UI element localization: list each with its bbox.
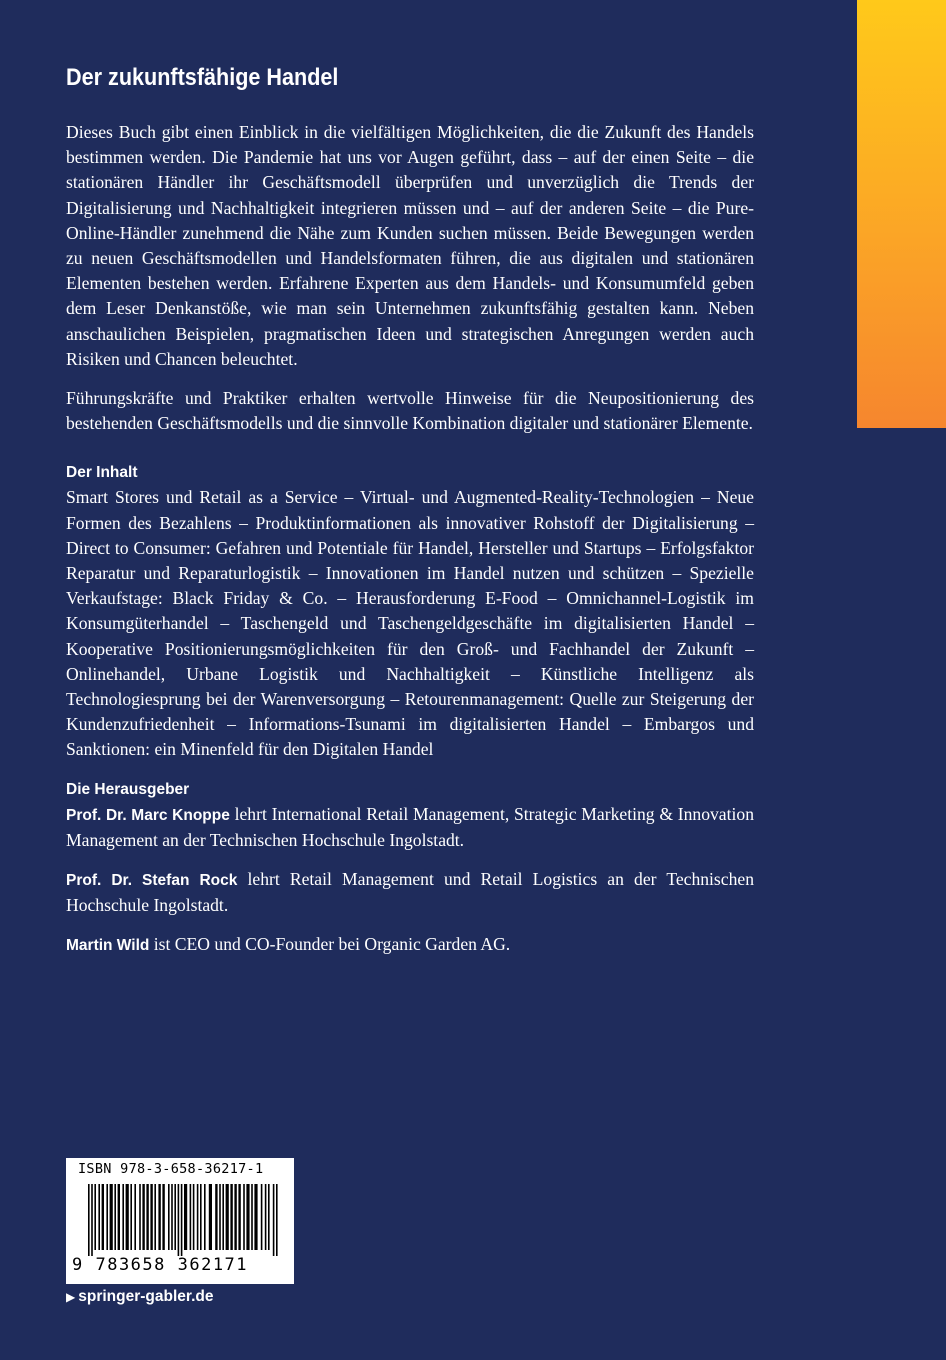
editor-description: lehrt Retail Management und Retail Logistics an der Technischen Hochschule Ingolstadt. bbox=[66, 869, 754, 916]
editor-description: lehrt International Retail Management, Strategic Marketing & Innovation Management an der Technischen Hochschule Ingolstadt. bbox=[66, 803, 754, 850]
barcode-digits: 9 783658 362171 bbox=[72, 1255, 249, 1275]
barcode-bar bbox=[158, 1184, 160, 1250]
barcode-bar bbox=[110, 1184, 113, 1250]
editor-name: Martin Wild bbox=[66, 937, 150, 955]
barcode-bar bbox=[190, 1184, 192, 1250]
website-label: springer-gabler.de bbox=[78, 1288, 214, 1305]
contents-text: Smart Stores und Retail as a Service – Virtual- und Augmented-Reality-Technologien – Neue Formen des Bezahlens – Produktinformationen als innovativer Rohstoff der Digitalisierung – Direct to Consumer: Gefahren und Potentiale für Handel, Hersteller und Startups – Erfolgsfaktor Reparatur und Reparaturlogistik – Innovationen im Handel nutzen und schützen – Spezielle Verkaufstage: Black Friday & Co. – Herausforderung E-Food – Omnichannel-Logistik im Konsumgüterhandel – Taschengeld und Taschengeldgeschäfte im digitalisierten Handel – Kooperative Positionierungsmöglichkeiten für den Groß- und Fachhandel der Zukunft – Onlinehandel, Urbane Logistik und Nachhaltigkeit – Künstliche Intelligenz als Technologiesprung bei der Warenversorgung – Retourenmanagement: Quelle zur Steigerung der Kundenzufriedenheit – Informations-Tsunami im digitalisierten Handel – Embargos und Sanktionen: ein Minenfeld für den Digitalen Handel bbox=[66, 487, 754, 760]
barcode-bar bbox=[184, 1184, 187, 1250]
barcode-bar bbox=[98, 1184, 100, 1250]
barcode-bar bbox=[234, 1184, 236, 1250]
barcode-bar bbox=[146, 1184, 148, 1250]
orange-accent-bar bbox=[857, 0, 946, 428]
barcode-bar bbox=[230, 1184, 232, 1250]
barcode-bar bbox=[261, 1184, 263, 1250]
barcode-bar bbox=[162, 1184, 164, 1250]
barcode-bar bbox=[251, 1184, 253, 1250]
editor-entry bbox=[66, 932, 754, 958]
barcode-bar bbox=[171, 1184, 173, 1250]
second-paragraph: Führungskräfte und Praktiker erhalten wertvolle Hinweise für die Neupositionierung des bestehenden Geschäftsmodells und die sinnvolle Kombination digitaler und stationärer Elemente. bbox=[66, 388, 754, 434]
isbn-barcode bbox=[66, 1158, 294, 1284]
barcode-bar bbox=[219, 1184, 221, 1250]
contents-section bbox=[66, 460, 754, 762]
barcode-bar bbox=[94, 1184, 96, 1250]
barcode-bar bbox=[254, 1184, 257, 1250]
barcode-bar bbox=[118, 1184, 120, 1250]
play-arrow-icon: ▶ bbox=[66, 1290, 76, 1304]
contents-heading: Der Inhalt bbox=[66, 464, 138, 482]
intro-paragraph: Dieses Buch gibt einen Einblick in die vielfältigen Möglichkeiten, die die Zukunft des Handels bestimmen werden. Die Pandemie hat uns vor Augen geführt, dass – auf der einen Seite – die stationären Händler ihr Geschäftsmodell überprüfen und unverzüglich die Trends der Digitalisierung und Nachhaltigkeit integrieren müssen und – auf der anderen Seite – die Pure-Online-Händler zunehmend die Nähe zum Kunden suchen müssen. Beide Bewegungen werden zu neuen Geschäftsmodellen und Handelsformaten führen, die aus digitalen und stationären Elementen bestehen werden. Erfahrene Experten aus dem Handels- und Konsumumfeld geben dem Leser Denkanstöße, wie man sein Unternehmen zukunftsfähig gestalten kann. Neben anschaulichen Beispielen, pragmatischen Ideen und strategischen Anregungen werden auch Risiken und Chancen beleuchtet. bbox=[66, 122, 754, 369]
barcode-bar bbox=[102, 1184, 104, 1250]
editor-name: Prof. Dr. Stefan Rock bbox=[66, 872, 238, 890]
book-title: Der zukunftsfähige Handel bbox=[66, 64, 339, 91]
barcode-bar bbox=[209, 1184, 212, 1250]
barcode-bar bbox=[168, 1184, 170, 1250]
barcode-bar bbox=[91, 1184, 93, 1256]
barcode-bar bbox=[88, 1184, 90, 1256]
barcode-bar bbox=[122, 1184, 124, 1250]
barcode-bar bbox=[273, 1184, 275, 1256]
barcode-bar bbox=[130, 1184, 132, 1250]
barcode-bars bbox=[66, 1180, 294, 1256]
barcode-bar bbox=[197, 1184, 199, 1250]
barcode-bar bbox=[174, 1184, 176, 1250]
barcode-bar bbox=[139, 1184, 141, 1250]
barcode-bar bbox=[265, 1184, 267, 1250]
barcode-bar bbox=[134, 1184, 136, 1250]
barcode-bar bbox=[126, 1184, 129, 1250]
editor-entry bbox=[66, 867, 754, 918]
barcode-bar bbox=[238, 1184, 240, 1250]
editor-name: Prof. Dr. Marc Knoppe bbox=[66, 806, 230, 824]
barcode-bar bbox=[200, 1184, 202, 1250]
barcode-bar bbox=[268, 1184, 270, 1250]
barcode-bar bbox=[193, 1184, 195, 1250]
editors-heading: Die Herausgeber bbox=[66, 780, 190, 798]
barcode-bar bbox=[150, 1184, 152, 1250]
barcode-bar bbox=[178, 1184, 180, 1256]
barcode-bar bbox=[243, 1184, 245, 1250]
barcode-bar bbox=[154, 1184, 156, 1250]
isbn-label: ISBN 978-3-658-36217-1 bbox=[78, 1161, 264, 1177]
barcode-bar bbox=[204, 1184, 206, 1250]
editors-section bbox=[66, 777, 754, 959]
editor-entry bbox=[66, 802, 754, 853]
publisher-website[interactable] bbox=[66, 1288, 213, 1306]
barcode-bar bbox=[215, 1184, 217, 1250]
editor-description: ist CEO und CO-Founder bei Organic Garden AG. bbox=[149, 934, 511, 955]
barcode-bar bbox=[222, 1184, 224, 1250]
barcode-bar bbox=[114, 1184, 116, 1250]
barcode-bar bbox=[226, 1184, 229, 1250]
barcode-bar bbox=[181, 1184, 183, 1256]
barcode-bar bbox=[276, 1184, 278, 1256]
barcode-bar bbox=[142, 1184, 144, 1250]
barcode-bar bbox=[246, 1184, 249, 1250]
barcode-bar bbox=[106, 1184, 108, 1250]
back-cover-text bbox=[66, 62, 754, 973]
